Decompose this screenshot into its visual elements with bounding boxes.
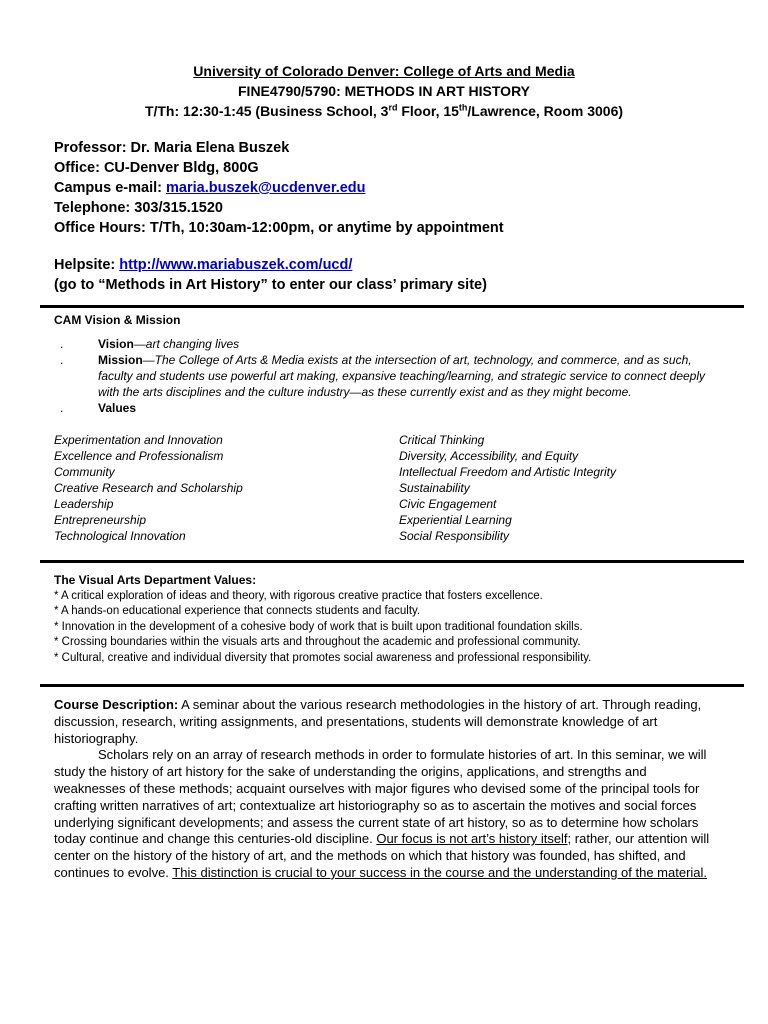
cam-vision-mission <box>54 312 714 416</box>
course-p2-text-b: ; rather, our attention will center on the history of the history of art, and the methods on which that history was founded, has shifted, and continues to evolve. <box>54 831 710 880</box>
mission-bullet <box>54 352 714 400</box>
dept-value-item: * A critical exploration of ideas and theory, with rigorous creative practice that fosters excellence. <box>54 589 543 602</box>
course-header <box>0 61 768 121</box>
value-item: Community <box>54 465 115 479</box>
course-description <box>54 697 714 882</box>
value-item: Critical Thinking <box>399 433 485 447</box>
helpsite-note: (go to “Methods in Art History” to enter our class’ primary site) <box>54 277 487 293</box>
value-item: Technological Innovation <box>54 529 186 543</box>
contact-block <box>54 138 504 295</box>
schedule-part-2: Floor, 15 <box>397 103 459 119</box>
university-title: University of Colorado Denver: College of Arts and Media <box>193 63 575 79</box>
mission-label: Mission <box>98 353 143 367</box>
course-description-label: Course Description: <box>54 697 179 712</box>
schedule-part-1: T/Th: 12:30-1:45 (Business School, 3 <box>144 103 389 119</box>
email-label: Campus e-mail: <box>54 180 166 196</box>
divider-1 <box>40 305 744 308</box>
helpsite-label: Helpsite: <box>54 257 120 273</box>
values-column-1 <box>54 432 399 544</box>
department-values <box>54 573 734 666</box>
office-hours-line: Office Hours: T/Th, 10:30am-12:00pm, or anytime by appointment <box>54 220 504 236</box>
course-p2-text-a: Scholars rely on an array of research methods in order to formulate histories of art. In this seminar, we will study the history of art history for the sake of understanding the origins, applications, and strengths and weaknesses of these methods; acquaint ourselves with major figures who devised some of the principal tools for crafting written narratives of art; contextualize art historiography so as to ascertain the motives and social forces underlying significant developments; and assess the current state of art history, so as to determine how scholars today continue and change this centuries-old discipline. <box>54 747 707 847</box>
course-paragraph-2 <box>54 747 714 881</box>
course-p2-underline-1: Our focus is not art’s history itself <box>376 831 568 847</box>
office-line: Office: CU-Denver Bldg, 800G <box>54 160 259 176</box>
dept-value-item: * Crossing boundaries within the visuals arts and throughout the academic and professional community. <box>54 636 581 648</box>
telephone-line: Telephone: 303/315.1520 <box>54 200 223 216</box>
course-p1-text: A seminar about the various research methodologies in the history of art. Through reading, discussion, research, writing assignments, and presentations, students will demonstrate knowledge of art historiography. <box>54 697 702 746</box>
value-item: Leadership <box>54 497 114 511</box>
schedule-part-3: /Lawrence, Room 3006) <box>467 103 624 119</box>
vision-bullet <box>54 336 714 352</box>
schedule-sup-th: th <box>458 102 468 113</box>
cam-title: CAM Vision & Mission <box>54 313 181 327</box>
dept-value-item: * Cultural, creative and individual diversity that promotes social awareness and professional responsibility. <box>54 651 592 664</box>
values-bullet <box>54 400 714 416</box>
value-item: Creative Research and Scholarship <box>54 481 243 495</box>
schedule-sup-rd: rd <box>388 102 398 113</box>
helpsite-link[interactable]: http://www.mariabuszek.com/ucd/ <box>119 257 353 273</box>
dept-value-item: * A hands-on educational experience that connects students and faculty. <box>54 605 421 617</box>
mission-text: —The College of Arts & Media exists at the intersection of art, technology, and commerce, and as such, faculty and students use powerful art making, expansive teaching/learning, and strategic service to connect deeply with the arts disciplines and the culture industry—as these currently exist and as they might become. <box>98 353 706 399</box>
value-item: Excellence and Professionalism <box>54 449 224 463</box>
value-item: Experiential Learning <box>399 513 512 527</box>
value-item: Intellectual Freedom and Artistic Integrity <box>399 465 616 479</box>
dept-title: The Visual Arts Department Values: <box>54 573 257 587</box>
divider-2 <box>40 560 744 563</box>
value-item: Sustainability <box>399 481 470 495</box>
helpsite-line <box>54 255 504 275</box>
value-item: Diversity, Accessibility, and Equity <box>399 449 579 463</box>
values-column-2 <box>399 432 714 544</box>
divider-3 <box>40 684 744 687</box>
value-item: Civic Engagement <box>399 497 497 511</box>
cam-values-list <box>54 432 714 544</box>
value-item: Experimentation and Innovation <box>54 433 223 447</box>
bullet-mark: . <box>60 401 64 415</box>
course-paragraph-1 <box>54 697 714 747</box>
value-item: Entrepreneurship <box>54 513 147 527</box>
schedule-line <box>0 101 768 121</box>
value-item: Social Responsibility <box>399 529 510 543</box>
professor-line: Professor: Dr. Maria Elena Buszek <box>54 140 290 156</box>
course-p2-underline-2: This distinction is crucial to your success in the course and the understanding of the material. <box>172 864 708 880</box>
vision-text: —art changing lives <box>133 337 240 351</box>
bullet-mark: . <box>60 337 64 351</box>
email-link[interactable]: maria.buszek@ucdenver.edu <box>166 180 366 196</box>
dept-value-item: * Innovation in the development of a cohesive body of work that is built upon traditional foundation skills. <box>54 620 583 633</box>
bullet-mark: . <box>60 353 64 367</box>
course-title: FINE4790/5790: METHODS IN ART HISTORY <box>238 83 530 99</box>
values-label: Values <box>98 401 137 415</box>
email-line <box>54 178 504 198</box>
vision-label: Vision <box>98 337 134 351</box>
